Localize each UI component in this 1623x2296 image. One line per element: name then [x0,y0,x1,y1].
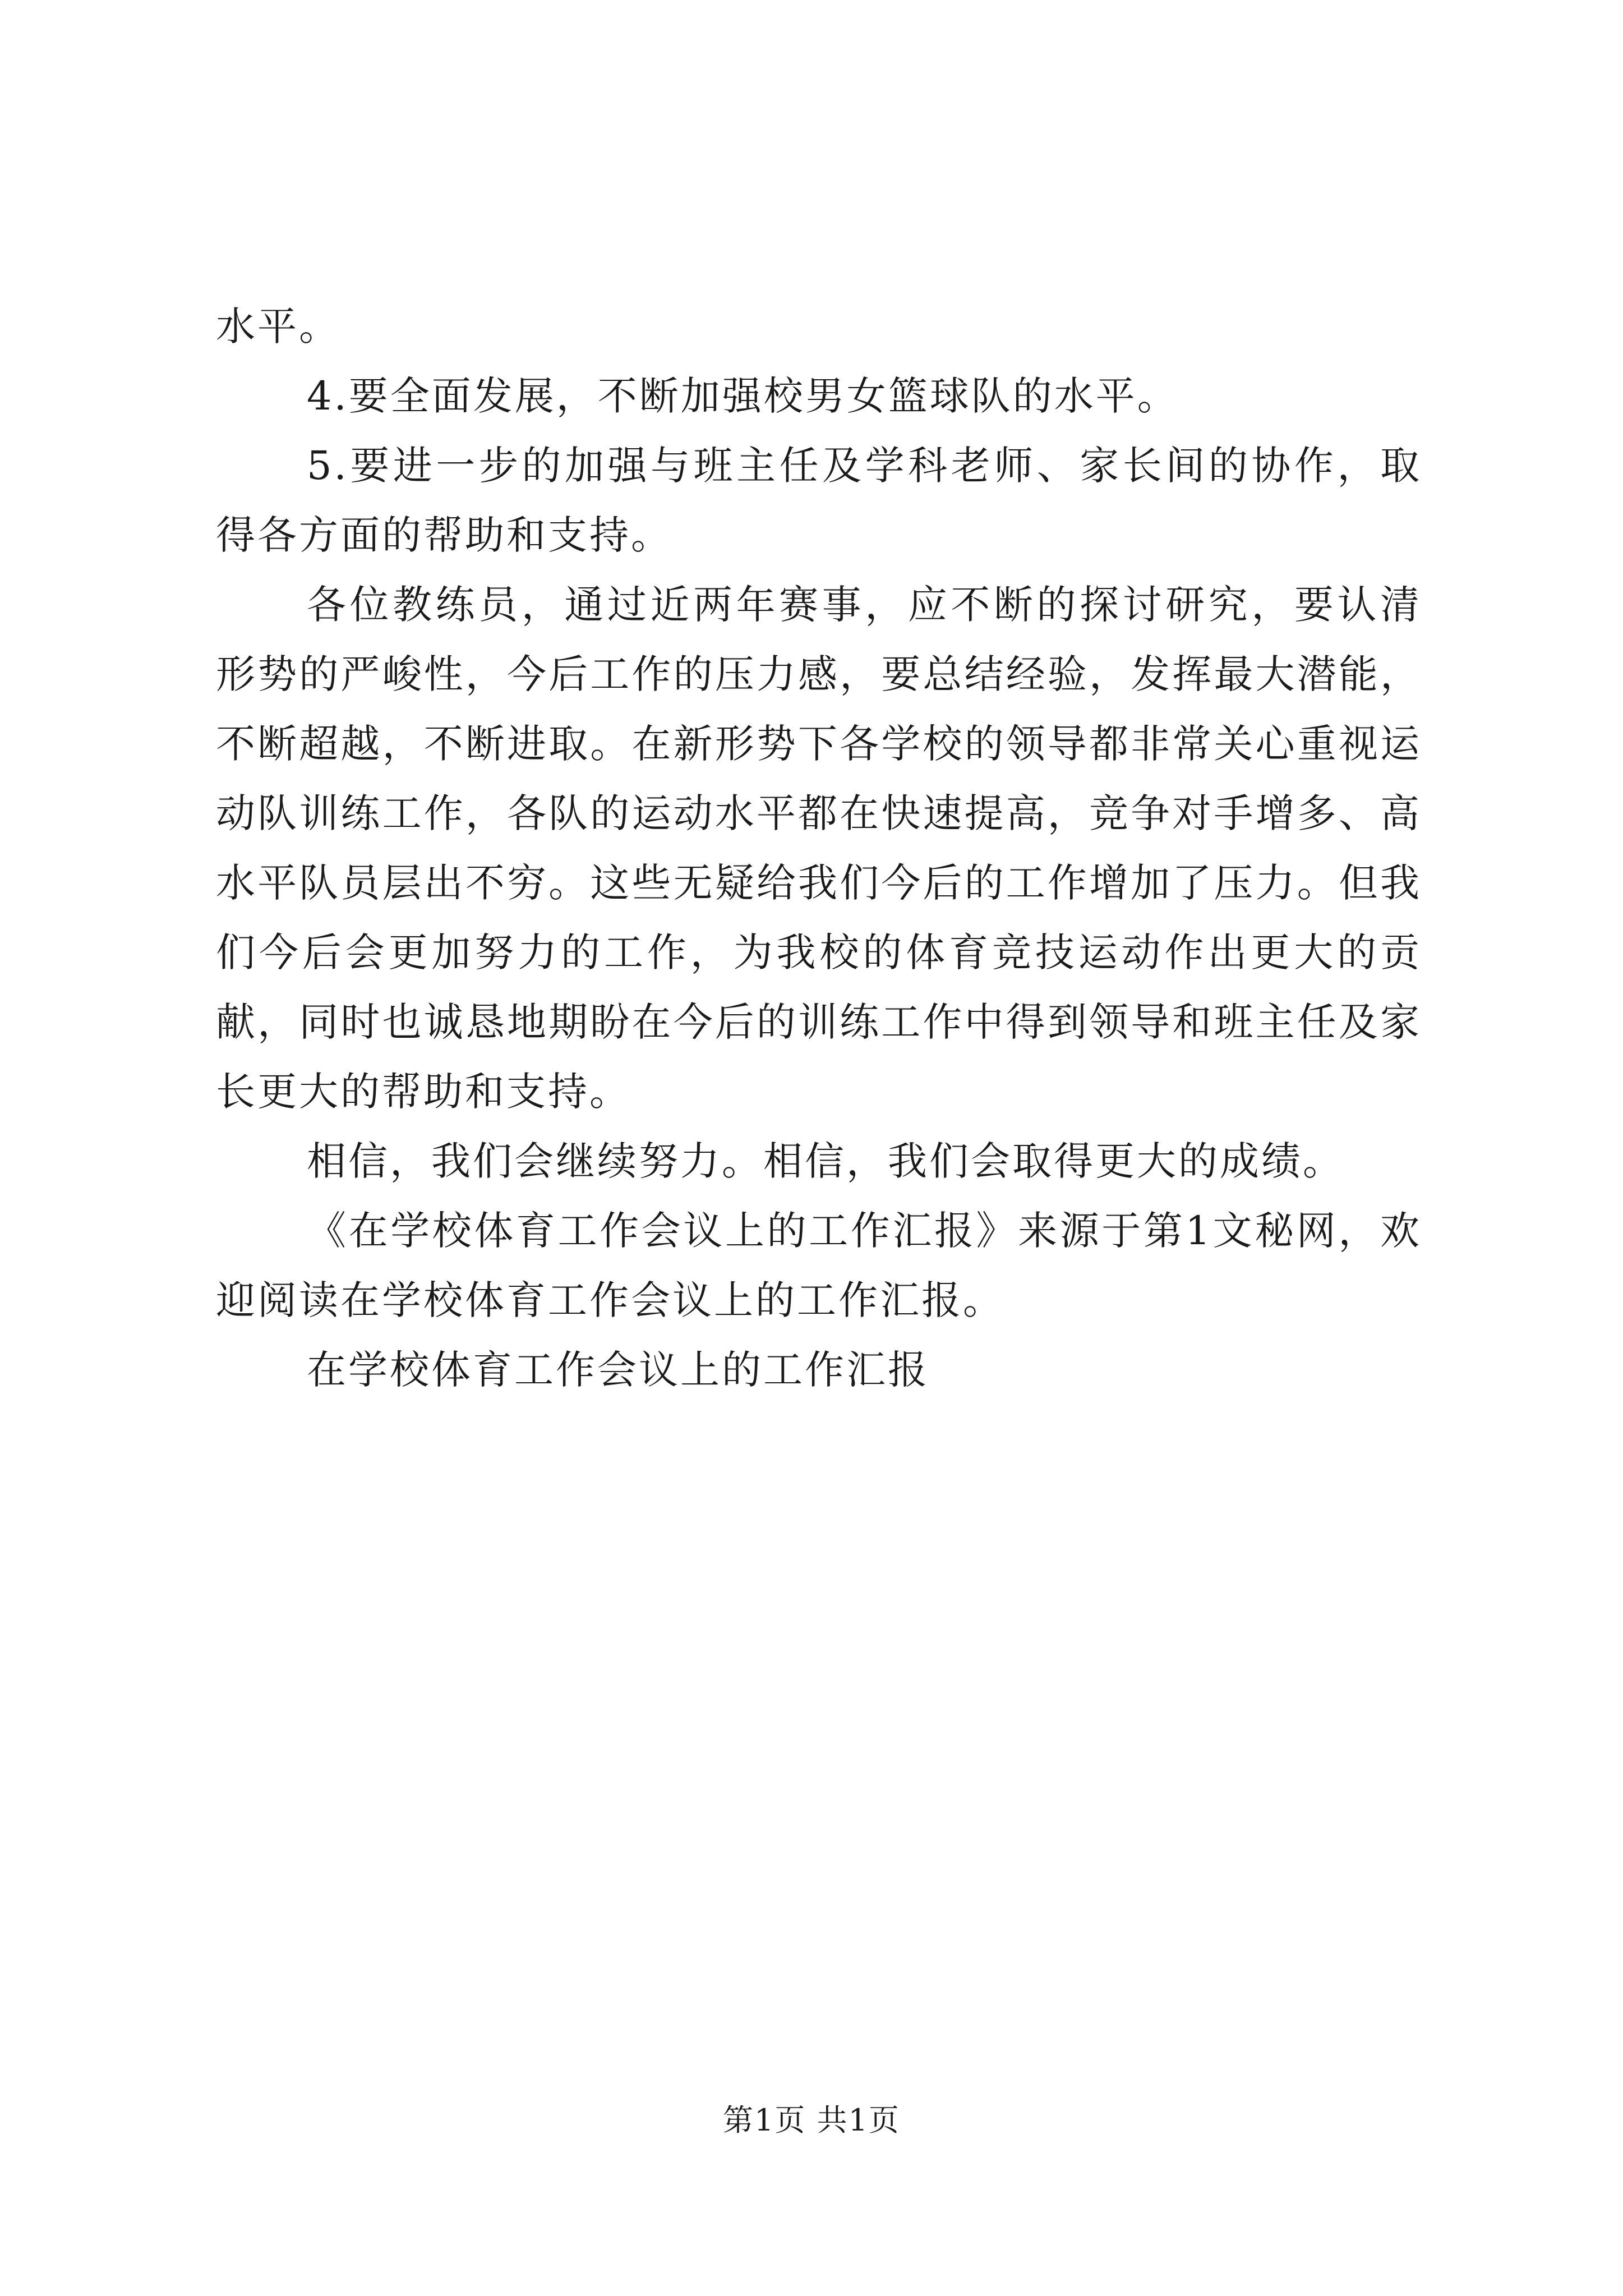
document-body [216,292,1422,1405]
paragraph-4: 各位教练员，通过近两年赛事，应不断的探讨研究，要认清形势的严峻性，今后工作的压力感，要总结经验，发挥最大潜能，不断超越，不断进取。在新形势下各学校的领导都非常关心重视运动队训练工作，各队的运动水平都在快速提高，竞争对手增多、高水平队员层出不穷。这些无疑给我们今后的工作增加了压力。但我们今后会更加努力的工作，为我校的体育竞技运动作出更大的贡献，同时也诚恳地期盼在今后的训练工作中得到领导和班主任及家长更大的帮助和支持。 [216,582,1422,1115]
paragraph-2: 4.要全面发展，不断加强校男女篮球队的水平。 [307,373,1179,419]
paragraph-7: 在学校体育工作会议上的工作汇报 [307,1347,929,1393]
paragraph-3: 5.要进一步的加强与班主任及学科老师、家长间的协作，取得各方面的帮助和支持。 [216,443,1422,558]
page-number-label: 第1页 共1页 [723,2102,900,2138]
page-footer [0,2098,1623,2143]
paragraph-5: 相信，我们会继续努力。相信，我们会取得更大的成绩。 [307,1138,1344,1184]
paragraph-1: 水平。 [216,303,340,349]
paragraph-6: 《在学校体育工作会议上的工作汇报》来源于第1文秘网，欢迎阅读在学校体育工作会议上的工作汇报。 [216,1208,1422,1323]
